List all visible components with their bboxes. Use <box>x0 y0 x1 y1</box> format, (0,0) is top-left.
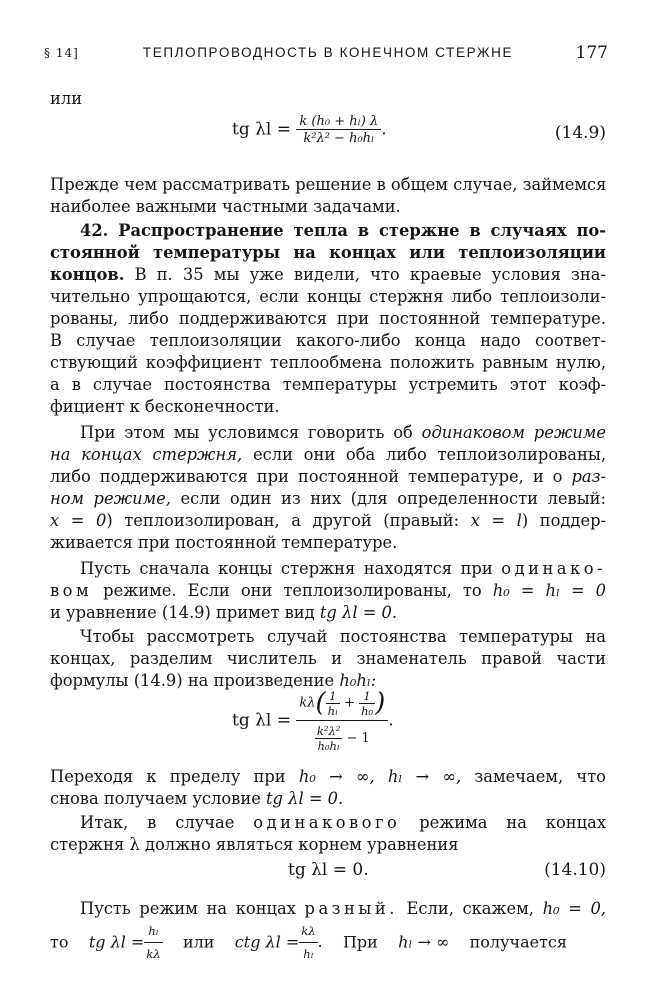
text-run: При этом мы условимся говорить об <box>80 423 422 442</box>
text-run: формулы (14.9) на произведение <box>50 671 340 690</box>
fraction <box>299 920 317 965</box>
text-line: стержня λ должно являться корнем уравнения <box>50 835 459 854</box>
text-line <box>50 264 606 286</box>
equation-period: . <box>381 119 387 140</box>
text-run: режиме. Если они теплоизолированы, то <box>92 581 493 600</box>
text-run: получается <box>469 932 567 952</box>
text-run: и уравнение (14.9) примет вид <box>50 603 320 622</box>
paren: ( <box>315 688 326 718</box>
math-inline: tg λl = <box>88 932 145 952</box>
section-heading <box>50 220 606 242</box>
italic-term: ном режиме, <box>50 489 171 508</box>
text-line <box>50 466 606 488</box>
text-line <box>50 422 606 444</box>
fraction-numerator <box>296 688 388 720</box>
text-line <box>50 766 606 788</box>
italic-term: одинаковом режиме <box>421 423 606 442</box>
text-line <box>50 488 606 510</box>
text-line <box>50 812 606 834</box>
fraction-denominator: k²λ² − h₀hₗ <box>296 129 381 146</box>
fraction-numerator: hₗ <box>148 924 159 938</box>
fraction-numerator: kλ <box>301 924 316 938</box>
fraction-numerator: 1 <box>363 688 371 703</box>
text-line: чительно упрощаются, если концы стержня либо теплоизоли- <box>50 287 606 306</box>
text-run: При <box>342 932 378 952</box>
math-inline: hₗ → ∞ <box>398 932 450 952</box>
equation-lhs: tg λl = <box>232 119 291 140</box>
text-run: В п. 35 мы уже видели, что краевые условия зна- <box>124 265 606 284</box>
equation-number: (14.9) <box>554 123 606 143</box>
math-inline: tg λl = 0. <box>319 603 398 622</box>
running-header <box>44 44 612 66</box>
heading-text: 42. Распространение тепла в стержне в случаях по- <box>80 221 606 240</box>
text-line: живается при постоянной температуре. <box>50 533 398 552</box>
text-line: то tg λl = $\frac{\text{hₗ}}{k\lambda}$ или ctg λl = $\frac{k\lambda}{\text{hₗ}}$ . При hₗ → ∞ получается <box>50 920 606 965</box>
text-run: то <box>50 932 69 952</box>
fraction <box>144 920 162 965</box>
text-run: ) теплоизолирован, а другой (правый: <box>106 511 471 530</box>
coefficient: kλ <box>299 695 316 711</box>
text-line: фициент к бесконечности. <box>50 397 280 416</box>
fraction-denominator: h₀hₗ <box>315 738 342 753</box>
text-line: рованы, либо поддерживаются при постоянной температуре. <box>50 309 606 328</box>
text-line <box>50 580 606 602</box>
italic-term: на концах стержня, <box>50 445 243 464</box>
text-run: либо поддерживаются при постоянной температуре, и о <box>50 467 572 486</box>
text-run: или <box>182 932 215 952</box>
text-line <box>50 788 606 810</box>
text-run: Пусть режим на концах <box>80 899 305 918</box>
page-number: 177 <box>575 43 608 63</box>
fraction <box>326 689 340 718</box>
text-line: или <box>50 89 83 108</box>
equation-number: (14.10) <box>544 860 606 880</box>
text-run: если один из них (для определенности левый: <box>170 489 606 508</box>
text-line: Чтобы рассмотреть случай постоянства температуры на <box>80 627 606 646</box>
fraction-denominator: hₗ <box>299 942 317 965</box>
text-run: замечаем, что <box>461 767 606 786</box>
minus-one: − 1 <box>346 731 370 746</box>
text-line <box>50 558 606 580</box>
text-run: Переходя к пределу при <box>50 767 299 786</box>
math-inline: h₀ → ∞, <box>298 767 375 786</box>
text-line <box>50 898 606 920</box>
fraction <box>359 689 375 718</box>
spaced-term: разный. <box>304 899 398 918</box>
equation-divided-form <box>232 688 394 753</box>
equation-lhs: tg λl = <box>232 710 291 731</box>
fraction-denominator: kλ <box>144 942 162 965</box>
fraction <box>296 114 381 146</box>
text-run: снова получаем условие <box>50 789 267 808</box>
equation-14-10: tg λl = 0. <box>288 860 369 880</box>
plus-sign: + <box>344 695 355 711</box>
fraction-numerator: k (h₀ + hₗ) λ <box>299 114 379 129</box>
text-line: В случае теплоизоляции какого-либо конца надо соответ- <box>50 331 606 350</box>
text-run: Итак, в случае <box>80 813 254 832</box>
spaced-term: одинакового <box>253 813 401 832</box>
fraction <box>315 724 342 753</box>
equation-period: . <box>388 710 394 731</box>
section-heading-cont <box>50 242 606 264</box>
math-inline: ctg λl = <box>234 932 300 952</box>
text-line <box>50 602 606 624</box>
text-run: Если, скажем, <box>397 899 543 918</box>
text-run: если они оба либо теплоизолированы, <box>242 445 606 464</box>
fraction-denominator <box>296 720 388 753</box>
italic-term: раз- <box>571 467 606 486</box>
heading-text: стоянной температуры на концах или теплоизоляции <box>50 243 606 262</box>
text-line: наиболее важными частными задачами. <box>50 197 401 216</box>
spaced-term: одинако- <box>501 559 606 578</box>
math-inline: x = l <box>470 511 522 530</box>
spaced-term: вом <box>50 581 93 600</box>
running-title: ТЕПЛОПРОВОДНОСТЬ В КОНЕЧНОМ СТЕРЖНЕ <box>142 45 514 60</box>
math-inline: tg λl = 0. <box>266 789 344 808</box>
text-line: Прежде чем рассматривать решение в общем случае, займемся <box>50 175 607 194</box>
text-line: ствующий коэффициент теплообмена положить равным нулю, <box>50 353 606 372</box>
text-run: ) поддер- <box>521 511 607 530</box>
text-line: а в случае постоянства температуры устремить этот коэф- <box>50 375 606 394</box>
compound-fraction <box>296 688 388 753</box>
paren: ) <box>375 688 386 718</box>
math-inline: x = 0 <box>50 511 107 530</box>
heading-text: концов. <box>50 265 125 284</box>
fraction-numerator: 1 <box>329 688 337 703</box>
text-run: Пусть сначала концы стержня находятся при <box>80 559 502 578</box>
fraction-denominator: hₗ <box>327 703 338 718</box>
fraction-numerator: k²λ² <box>316 724 341 738</box>
fraction-denominator: h₀ <box>361 703 374 718</box>
section-ref: § 14] <box>44 46 79 60</box>
text-line: концах, разделим числитель и знаменатель правой части <box>50 649 606 668</box>
text-run: режима на концах <box>400 813 606 832</box>
math-inline: hₗ → ∞, <box>387 767 462 786</box>
math-inline: h₀hₗ: <box>339 671 377 690</box>
text-line <box>50 510 606 532</box>
text-line <box>50 444 606 466</box>
equation-14-9 <box>232 114 387 146</box>
math-inline: h₀ = 0, <box>542 899 606 918</box>
math-inline: h₀ = hₗ = 0 <box>492 581 607 600</box>
